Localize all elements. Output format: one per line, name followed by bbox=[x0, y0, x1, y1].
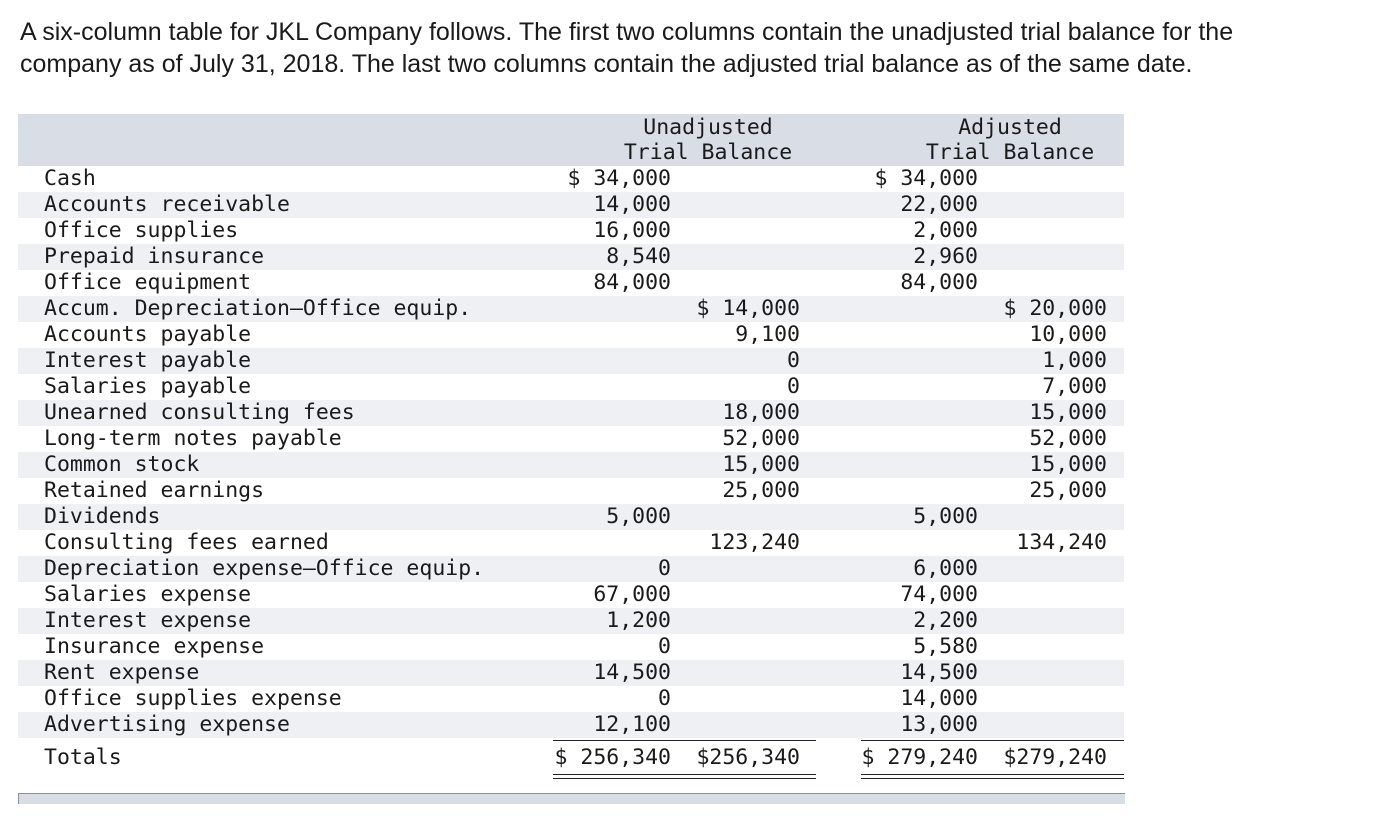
unadjusted-debit-cell bbox=[553, 426, 671, 452]
adjusted-credit-cell bbox=[989, 400, 1107, 426]
adjusted-credit-cell bbox=[989, 218, 1107, 244]
adjusted-credit-cell bbox=[989, 504, 1107, 530]
unadjusted-debit-value: 5,000 bbox=[606, 504, 671, 529]
adjusted-credit-value: $ 20,000 bbox=[1003, 296, 1107, 321]
adjusted-debit-cell bbox=[861, 270, 978, 296]
adjusted-debit-cell bbox=[861, 296, 978, 322]
table-row bbox=[18, 400, 1124, 426]
table-row bbox=[18, 348, 1124, 374]
intro-line-1: A six-column table for JKL Company follows. The first two columns contain the unadjusted trial balance for the bbox=[20, 18, 1234, 46]
intro-text bbox=[20, 16, 1380, 80]
table-row bbox=[18, 504, 1124, 530]
table-row bbox=[18, 530, 1124, 556]
unadjusted-credit-cell bbox=[681, 192, 800, 218]
adjusted-debit-value: $ 34,000 bbox=[874, 166, 978, 191]
adjusted-debit-cell bbox=[861, 504, 978, 530]
table-footer-bar bbox=[18, 793, 1125, 804]
unadjusted-header-line-1: Unadjusted bbox=[643, 115, 773, 140]
table-row bbox=[18, 270, 1124, 296]
unadjusted-credit-cell bbox=[681, 608, 800, 634]
totals-double-rule-unadjusted-1 bbox=[553, 774, 816, 775]
unadjusted-credit-cell bbox=[681, 556, 800, 582]
unadjusted-debit-cell bbox=[553, 218, 671, 244]
unadjusted-debit-cell bbox=[553, 686, 671, 712]
totals-adjusted-credit bbox=[989, 740, 1107, 776]
account-name: Prepaid insurance bbox=[44, 244, 265, 269]
unadjusted-credit-value: 0 bbox=[787, 374, 800, 399]
unadjusted-credit-cell bbox=[681, 244, 800, 270]
adjusted-credit-cell bbox=[989, 296, 1107, 322]
adjusted-credit-cell bbox=[989, 322, 1107, 348]
account-name: Interest payable bbox=[44, 348, 252, 373]
adjusted-debit-cell bbox=[861, 556, 978, 582]
account-name: Office supplies expense bbox=[44, 686, 342, 711]
unadjusted-credit-value: 15,000 bbox=[722, 452, 800, 477]
account-name: Salaries payable bbox=[44, 374, 252, 399]
unadjusted-credit-cell bbox=[681, 322, 800, 348]
adjusted-credit-value: 25,000 bbox=[1029, 478, 1107, 503]
totals-adjusted-debit bbox=[861, 740, 978, 776]
adjusted-debit-cell bbox=[861, 582, 978, 608]
account-name: Common stock bbox=[44, 452, 200, 477]
unadjusted-credit-value: $ 14,000 bbox=[696, 296, 800, 321]
totals-top-rule-unadjusted bbox=[553, 740, 816, 741]
unadjusted-credit-cell bbox=[681, 400, 800, 426]
adjusted-credit-cell bbox=[989, 712, 1107, 738]
account-name: Office equipment bbox=[44, 270, 252, 295]
account-name: Consulting fees earned bbox=[44, 530, 329, 555]
unadjusted-debit-cell bbox=[553, 270, 671, 296]
adjusted-debit-cell bbox=[861, 478, 978, 504]
adjusted-debit-value: 14,000 bbox=[900, 686, 978, 711]
intro-line-2: company as of July 31, 2018. The last two columns contain the adjusted trial balance as of the same date. bbox=[20, 50, 1193, 78]
unadjusted-credit-cell bbox=[681, 218, 800, 244]
unadjusted-debit-cell bbox=[553, 608, 671, 634]
account-name: Unearned consulting fees bbox=[44, 400, 355, 425]
account-name: Accounts payable bbox=[44, 322, 252, 347]
unadjusted-credit-cell bbox=[681, 478, 800, 504]
adjusted-debit-value: 22,000 bbox=[900, 192, 978, 217]
account-name: Advertising expense bbox=[44, 712, 290, 737]
adjusted-debit-cell bbox=[861, 426, 978, 452]
unadjusted-debit-cell bbox=[553, 166, 671, 192]
unadjusted-debit-value: 1,200 bbox=[606, 608, 671, 633]
adjusted-credit-cell bbox=[989, 452, 1107, 478]
account-name: Long-term notes payable bbox=[44, 426, 342, 451]
adjusted-credit-cell bbox=[989, 608, 1107, 634]
unadjusted-debit-value: 0 bbox=[658, 634, 671, 659]
table-row bbox=[18, 660, 1124, 686]
totals-unadjusted-credit bbox=[681, 740, 800, 776]
unadjusted-debit-value: 84,000 bbox=[593, 270, 671, 295]
unadjusted-debit-value: 16,000 bbox=[593, 218, 671, 243]
unadjusted-header bbox=[578, 115, 838, 165]
unadjusted-credit-cell bbox=[681, 634, 800, 660]
unadjusted-debit-cell bbox=[553, 660, 671, 686]
adjusted-credit-cell bbox=[989, 556, 1107, 582]
adjusted-credit-value: 52,000 bbox=[1029, 426, 1107, 451]
adjusted-debit-cell bbox=[861, 608, 978, 634]
table-row bbox=[18, 582, 1124, 608]
totals-top-rule-adjusted bbox=[861, 740, 1124, 741]
adjusted-credit-value: 15,000 bbox=[1029, 400, 1107, 425]
adjusted-debit-cell bbox=[861, 686, 978, 712]
totals-double-rule-adjusted-2 bbox=[861, 778, 1124, 779]
totals-unadjusted-credit-value: $256,340 bbox=[696, 745, 800, 770]
adjusted-header-line-2: Trial Balance bbox=[925, 140, 1095, 165]
unadjusted-credit-cell bbox=[681, 270, 800, 296]
adjusted-debit-cell bbox=[861, 244, 978, 270]
table-row bbox=[18, 634, 1124, 660]
adjusted-credit-cell bbox=[989, 478, 1107, 504]
adjusted-debit-value: 5,000 bbox=[913, 504, 978, 529]
unadjusted-credit-cell bbox=[681, 452, 800, 478]
adjusted-credit-cell bbox=[989, 348, 1107, 374]
totals-double-rule-adjusted-1 bbox=[861, 774, 1124, 775]
totals-unadjusted-debit-value: $ 256,340 bbox=[554, 745, 671, 770]
unadjusted-debit-cell bbox=[553, 348, 671, 374]
unadjusted-debit-cell bbox=[553, 452, 671, 478]
table-row bbox=[18, 478, 1124, 504]
adjusted-debit-cell bbox=[861, 218, 978, 244]
adjusted-credit-cell bbox=[989, 244, 1107, 270]
trial-balance-table bbox=[18, 114, 1124, 776]
unadjusted-credit-cell bbox=[681, 660, 800, 686]
unadjusted-debit-value: $ 34,000 bbox=[567, 166, 671, 191]
unadjusted-debit-cell bbox=[553, 530, 671, 556]
adjusted-debit-value: 6,000 bbox=[913, 556, 978, 581]
adjusted-credit-cell bbox=[989, 660, 1107, 686]
unadjusted-credit-cell bbox=[681, 374, 800, 400]
unadjusted-credit-cell bbox=[681, 530, 800, 556]
unadjusted-debit-cell bbox=[553, 322, 671, 348]
table-row bbox=[18, 686, 1124, 712]
adjusted-credit-cell bbox=[989, 530, 1107, 556]
adjusted-credit-value: 15,000 bbox=[1029, 452, 1107, 477]
unadjusted-debit-value: 8,540 bbox=[606, 244, 671, 269]
totals-row bbox=[18, 740, 1124, 776]
table-row bbox=[18, 244, 1124, 270]
unadjusted-credit-cell bbox=[681, 582, 800, 608]
totals-label: Totals bbox=[44, 745, 122, 770]
totals-unadjusted-debit bbox=[553, 740, 671, 776]
account-name: Rent expense bbox=[44, 660, 200, 685]
table-row bbox=[18, 218, 1124, 244]
account-name: Insurance expense bbox=[44, 634, 265, 659]
adjusted-header-line-1: Adjusted bbox=[958, 115, 1062, 140]
adjusted-credit-cell bbox=[989, 582, 1107, 608]
unadjusted-credit-value: 18,000 bbox=[722, 400, 800, 425]
table-row bbox=[18, 322, 1124, 348]
unadjusted-credit-value: 0 bbox=[787, 348, 800, 373]
account-name: Salaries expense bbox=[44, 582, 252, 607]
adjusted-credit-value: 10,000 bbox=[1029, 322, 1107, 347]
unadjusted-debit-value: 14,000 bbox=[593, 192, 671, 217]
unadjusted-debit-cell bbox=[553, 556, 671, 582]
unadjusted-credit-value: 123,240 bbox=[709, 530, 800, 555]
adjusted-credit-value: 7,000 bbox=[1042, 374, 1107, 399]
account-name: Interest expense bbox=[44, 608, 252, 633]
adjusted-debit-value: 14,500 bbox=[900, 660, 978, 685]
unadjusted-debit-value: 0 bbox=[658, 686, 671, 711]
table-row bbox=[18, 452, 1124, 478]
adjusted-header bbox=[880, 115, 1140, 165]
unadjusted-credit-value: 52,000 bbox=[722, 426, 800, 451]
adjusted-debit-cell bbox=[861, 374, 978, 400]
unadjusted-debit-cell bbox=[553, 582, 671, 608]
adjusted-debit-cell bbox=[861, 660, 978, 686]
adjusted-debit-value: 5,580 bbox=[913, 634, 978, 659]
totals-double-rule-unadjusted-2 bbox=[553, 778, 816, 779]
unadjusted-credit-cell bbox=[681, 686, 800, 712]
table-row bbox=[18, 556, 1124, 582]
adjusted-credit-cell bbox=[989, 166, 1107, 192]
adjusted-credit-cell bbox=[989, 270, 1107, 296]
unadjusted-debit-cell bbox=[553, 634, 671, 660]
unadjusted-debit-cell bbox=[553, 296, 671, 322]
unadjusted-credit-cell bbox=[681, 504, 800, 530]
table-row bbox=[18, 296, 1124, 322]
unadjusted-credit-cell bbox=[681, 296, 800, 322]
adjusted-debit-value: 13,000 bbox=[900, 712, 978, 737]
adjusted-credit-cell bbox=[989, 426, 1107, 452]
account-name: Accounts receivable bbox=[44, 192, 290, 217]
adjusted-debit-cell bbox=[861, 452, 978, 478]
table-row bbox=[18, 166, 1124, 192]
adjusted-debit-cell bbox=[861, 530, 978, 556]
unadjusted-debit-cell bbox=[553, 192, 671, 218]
table-row bbox=[18, 608, 1124, 634]
adjusted-debit-value: 84,000 bbox=[900, 270, 978, 295]
adjusted-debit-cell bbox=[861, 712, 978, 738]
adjusted-debit-cell bbox=[861, 400, 978, 426]
totals-adjusted-credit-value: $279,240 bbox=[1003, 745, 1107, 770]
unadjusted-debit-value: 14,500 bbox=[593, 660, 671, 685]
account-name: Accum. Depreciation—Office equip. bbox=[44, 296, 472, 321]
adjusted-debit-value: 2,960 bbox=[913, 244, 978, 269]
table-row bbox=[18, 712, 1124, 738]
unadjusted-credit-value: 25,000 bbox=[722, 478, 800, 503]
adjusted-debit-cell bbox=[861, 192, 978, 218]
unadjusted-credit-cell bbox=[681, 712, 800, 738]
adjusted-credit-cell bbox=[989, 634, 1107, 660]
unadjusted-header-line-2: Trial Balance bbox=[623, 140, 793, 165]
account-name: Office supplies bbox=[44, 218, 239, 243]
adjusted-credit-value: 134,240 bbox=[1016, 530, 1107, 555]
adjusted-debit-cell bbox=[861, 322, 978, 348]
table-body bbox=[18, 166, 1124, 738]
account-name: Cash bbox=[44, 166, 96, 191]
adjusted-credit-value: 1,000 bbox=[1042, 348, 1107, 373]
adjusted-debit-value: 74,000 bbox=[900, 582, 978, 607]
adjusted-debit-cell bbox=[861, 166, 978, 192]
adjusted-credit-cell bbox=[989, 374, 1107, 400]
unadjusted-credit-value: 9,100 bbox=[735, 322, 800, 347]
account-name: Depreciation expense—Office equip. bbox=[44, 556, 485, 581]
unadjusted-debit-cell bbox=[553, 712, 671, 738]
unadjusted-credit-cell bbox=[681, 426, 800, 452]
adjusted-debit-value: 2,000 bbox=[913, 218, 978, 243]
account-name: Retained earnings bbox=[44, 478, 265, 503]
unadjusted-credit-cell bbox=[681, 348, 800, 374]
table-row bbox=[18, 426, 1124, 452]
unadjusted-credit-cell bbox=[681, 166, 800, 192]
adjusted-credit-cell bbox=[989, 686, 1107, 712]
unadjusted-debit-cell bbox=[553, 504, 671, 530]
unadjusted-debit-value: 12,100 bbox=[593, 712, 671, 737]
unadjusted-debit-cell bbox=[553, 478, 671, 504]
adjusted-debit-cell bbox=[861, 634, 978, 660]
unadjusted-debit-value: 67,000 bbox=[593, 582, 671, 607]
unadjusted-debit-cell bbox=[553, 374, 671, 400]
unadjusted-debit-cell bbox=[553, 244, 671, 270]
adjusted-credit-cell bbox=[989, 192, 1107, 218]
adjusted-debit-value: 2,200 bbox=[913, 608, 978, 633]
unadjusted-debit-cell bbox=[553, 400, 671, 426]
adjusted-debit-cell bbox=[861, 348, 978, 374]
unadjusted-debit-value: 0 bbox=[658, 556, 671, 581]
table-row bbox=[18, 192, 1124, 218]
account-name: Dividends bbox=[44, 504, 161, 529]
table-row bbox=[18, 374, 1124, 400]
table-header bbox=[18, 114, 1124, 166]
totals-adjusted-debit-value: $ 279,240 bbox=[861, 745, 978, 770]
